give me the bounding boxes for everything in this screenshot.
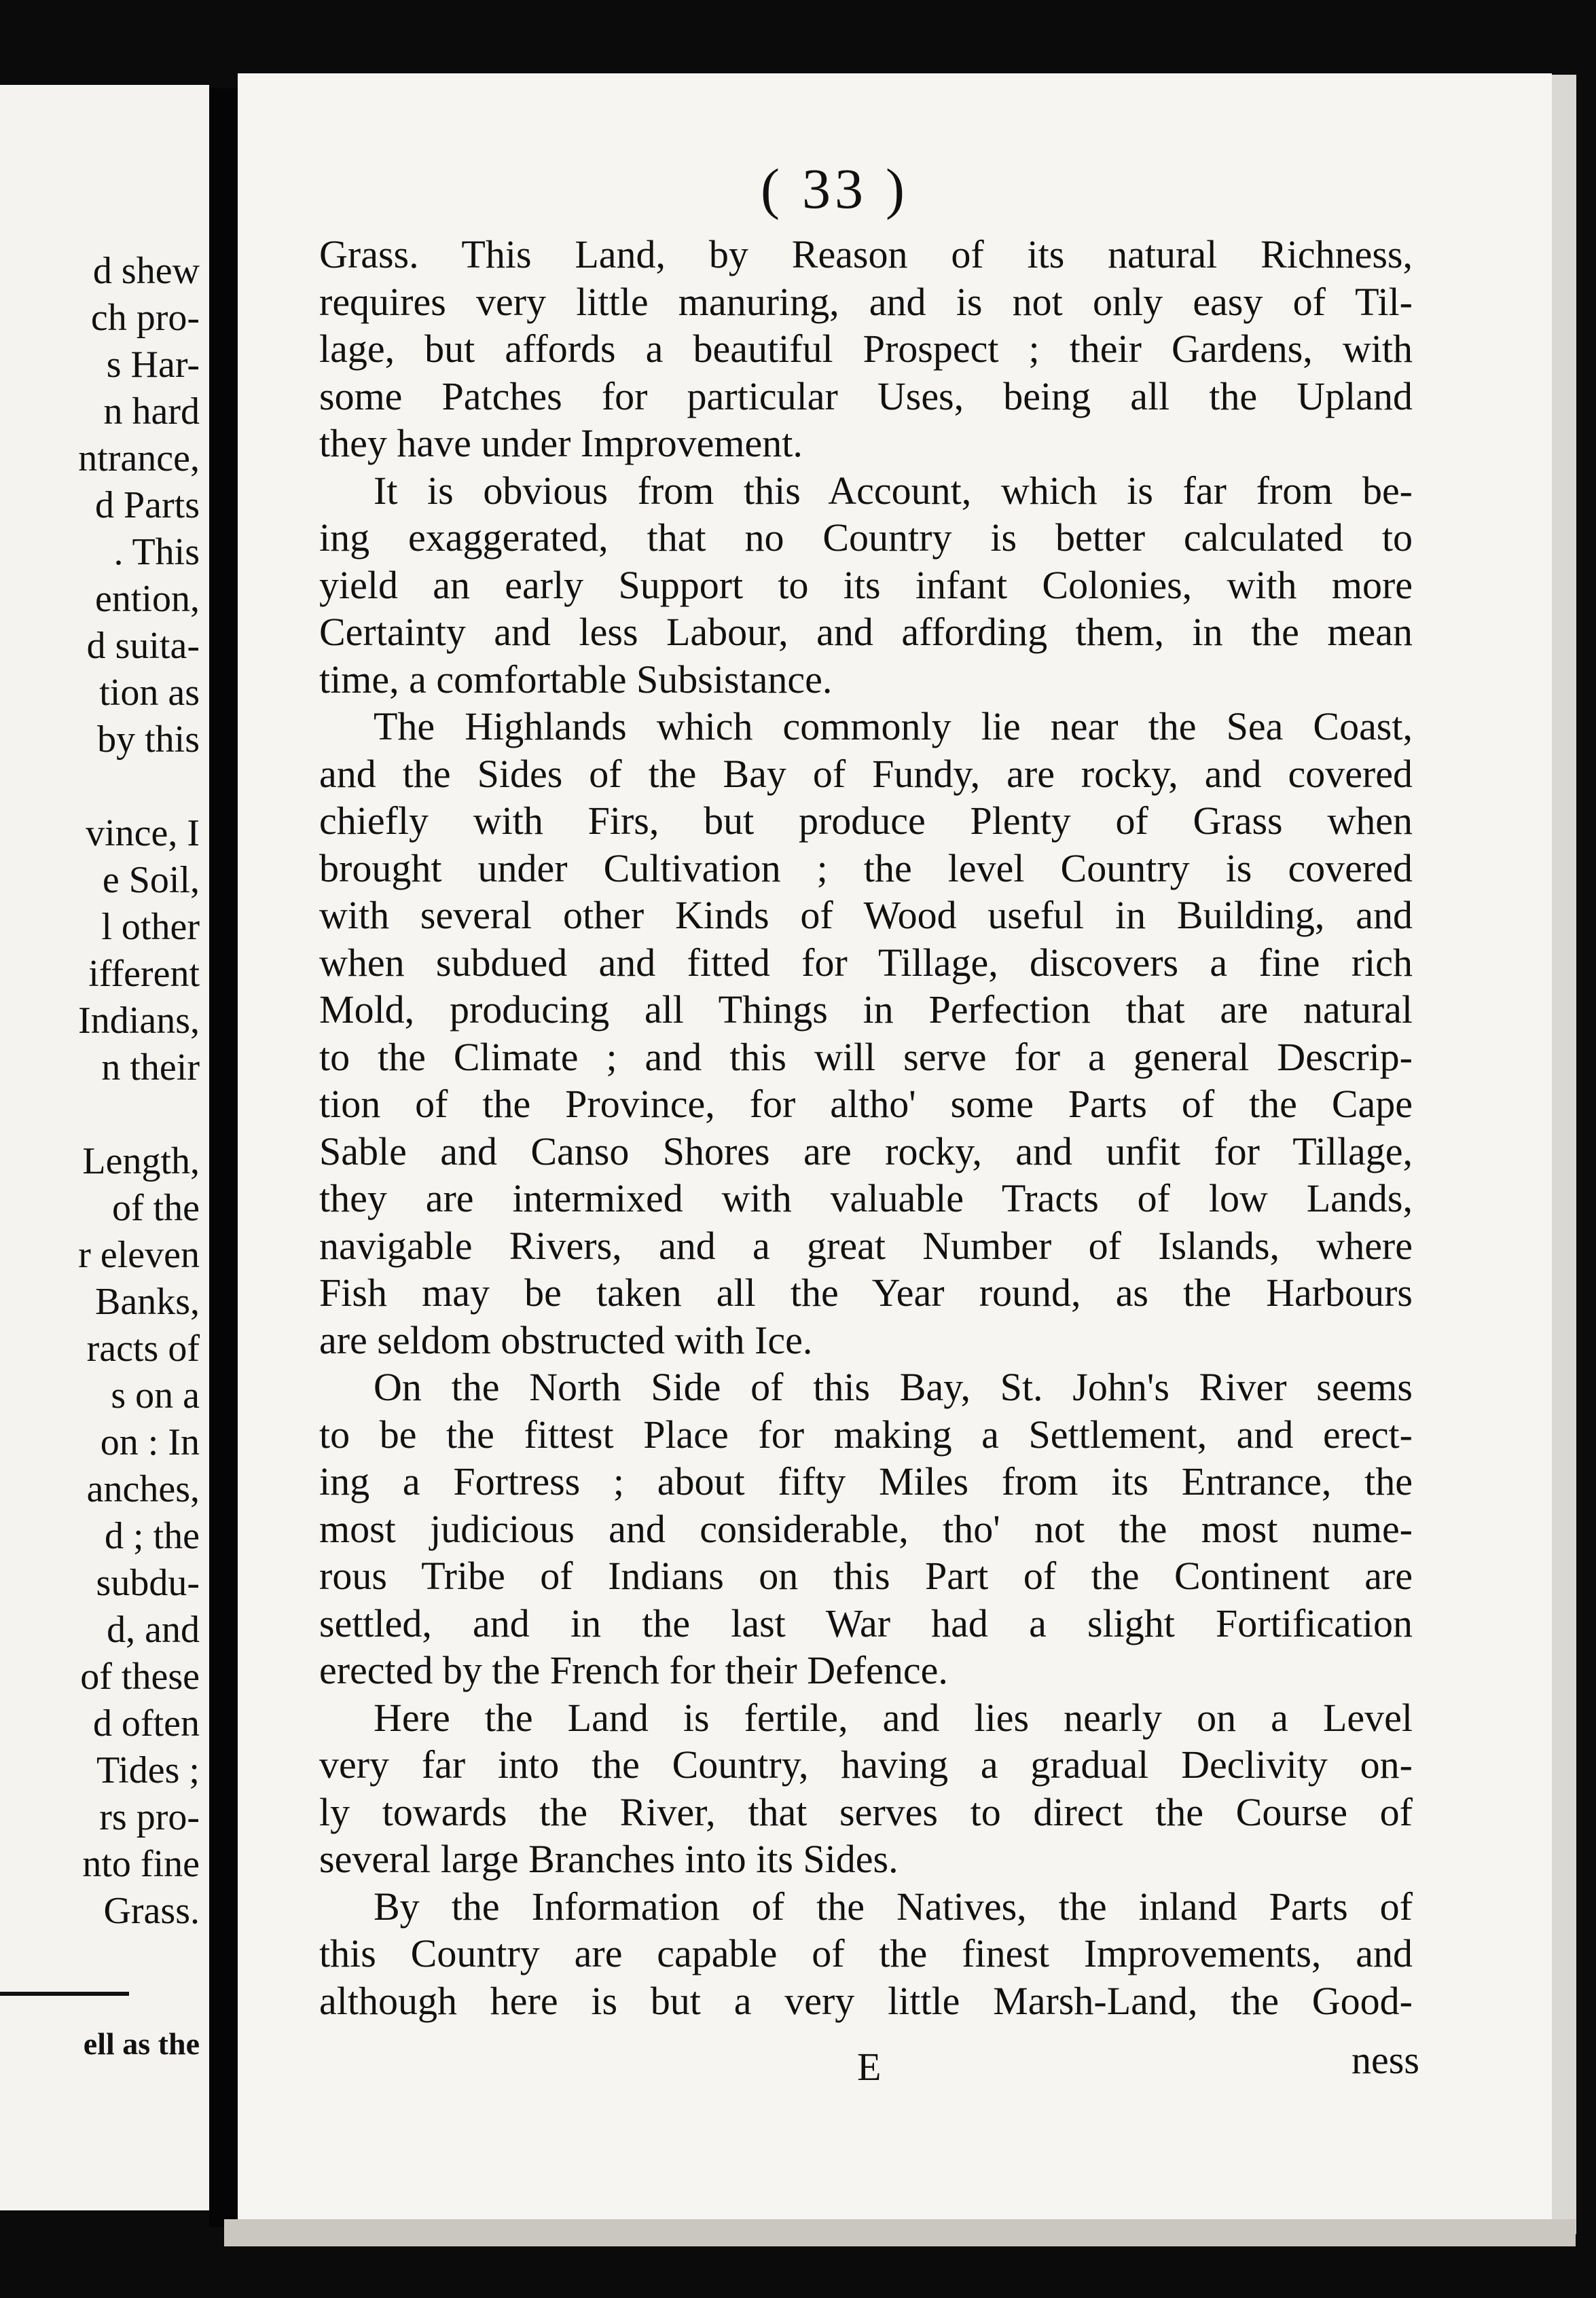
left-page-line: Banks, <box>95 1281 200 1323</box>
text-line: rous Tribe of Indians on this Part of the Continent are <box>319 1554 1413 1598</box>
text-line: very far into the Country, having a gradual Declivity on- <box>319 1743 1413 1787</box>
left-page-line: ntrance, <box>78 437 200 479</box>
text-line: to be the fittest Place for making a Settlement, and erect- <box>319 1412 1413 1457</box>
left-page-line: s Har- <box>106 344 200 386</box>
text-line: lage, but affords a beautiful Prospect ; their Gardens, with <box>319 327 1413 371</box>
text-line: this Country are capable of the finest Improvements, and <box>319 1931 1413 1975</box>
text-line: requires very little manuring, and is not only easy of Til- <box>319 280 1413 324</box>
catchword: ness <box>1352 2038 1419 2082</box>
text-line: although here is but a very little Marsh-Land, the Good- <box>319 1979 1413 2023</box>
left-page-line: racts of <box>86 1328 200 1370</box>
left-page-line: d ; the <box>105 1515 200 1557</box>
text-line: Fish may be taken all the Year round, as the Harbours <box>319 1271 1413 1315</box>
text-line: navigable Rivers, and a great Number of Islands, where <box>319 1224 1413 1268</box>
left-page-line: rs pro- <box>99 1796 200 1838</box>
left-page-line: l other <box>101 906 200 948</box>
left-page-line: Length, <box>82 1140 200 1182</box>
text-line: yield an early Support to its infant Colonies, with more <box>319 563 1413 607</box>
text-line: settled, and in the last War had a slight Fortification <box>319 1601 1413 1645</box>
left-page-line: n their <box>101 1046 200 1089</box>
page-number: ( 33 ) <box>761 158 909 221</box>
left-page-line: d Parts <box>95 484 200 526</box>
page-bottom-edge <box>224 2219 1576 2246</box>
text-line: and the Sides of the Bay of Fundy, are rocky, and covered <box>319 752 1413 796</box>
text-line: several large Branches into its Sides. <box>319 1837 899 1881</box>
text-line: ing a Fortress ; about fifty Miles from its Entrance, the <box>319 1459 1413 1503</box>
text-line: brought under Cultivation ; the level Country is covered <box>319 846 1413 890</box>
page-edge <box>1552 75 1576 2234</box>
left-page-line: ch pro- <box>90 297 200 339</box>
left-page-line: on : In <box>100 1421 200 1463</box>
text-line: By the Information of the Natives, the inland Parts of <box>374 1884 1413 1929</box>
left-page-line: Tides ; <box>96 1749 200 1791</box>
text-line: Here the Land is fertile, and lies nearly on a Level <box>374 1696 1413 1740</box>
text-line: Grass. This Land, by Reason of its natural Richness, <box>319 232 1413 276</box>
left-page-line: r eleven <box>78 1234 200 1276</box>
left-page-line: d, and <box>107 1609 200 1651</box>
text-line: Sable and Canso Shores are rocky, and unfit for Tillage, <box>319 1129 1413 1173</box>
left-page-line: nto fine <box>82 1843 200 1885</box>
left-page-line: anches, <box>86 1468 200 1510</box>
text-line: some Patches for particular Uses, being all the Upland <box>319 374 1413 418</box>
text-line: tion of the Province, for altho' some Parts of the Cape <box>319 1082 1413 1126</box>
left-page-line: Grass. <box>103 1890 200 1932</box>
text-line: ly towards the River, that serves to direct the Course of <box>319 1790 1413 1834</box>
left-page-line: d shew <box>92 250 200 292</box>
text-line: are seldom obstructed with Ice. <box>319 1318 813 1362</box>
text-line: Mold, producing all Things in Perfection that are natural <box>319 987 1413 1032</box>
text-line: time, a comfortable Subsistance. <box>319 657 833 701</box>
left-page <box>0 85 209 2210</box>
text-line: when subdued and fitted for Tillage, discovers a fine rich <box>319 941 1413 985</box>
left-page-line: by this <box>97 718 200 761</box>
left-page-line: tion as <box>99 672 200 714</box>
text-line: chiefly with Firs, but produce Plenty of Grass when <box>319 799 1413 843</box>
left-page-line: d suita- <box>86 625 200 667</box>
left-page-line: subdu- <box>96 1562 200 1604</box>
left-page-line: vince, I <box>86 812 200 854</box>
text-line: The Highlands which commonly lie near the Sea Coast, <box>374 704 1413 748</box>
left-page-line: . This <box>113 531 200 573</box>
text-line: with several other Kinds of Wood useful in Building, and <box>319 893 1413 937</box>
left-page-line: ention, <box>95 578 200 620</box>
text-line: they have under Improvement. <box>319 421 803 465</box>
left-page-line: e Soil, <box>102 859 200 901</box>
text-line: erected by the French for their Defence. <box>319 1648 948 1692</box>
left-page-line: of these <box>80 1656 200 1698</box>
text-line: On the North Side of this Bay, St. John's River seems <box>374 1365 1413 1409</box>
text-line: Certainty and less Labour, and affording them, in the mean <box>319 610 1413 654</box>
text-line: most judicious and considerable, tho' not the most nume- <box>319 1507 1413 1551</box>
footnote-rule <box>0 1992 129 1996</box>
signature-mark: E <box>857 2045 882 2089</box>
left-page-line: of the <box>111 1187 200 1229</box>
text-line: It is obvious from this Account, which is far from be- <box>374 469 1413 513</box>
text-line: they are intermixed with valuable Tracts of low Lands, <box>319 1176 1413 1220</box>
left-page-line: n hard <box>103 390 200 433</box>
left-page-line: Indians, <box>78 1000 200 1042</box>
book-gutter <box>209 88 242 2227</box>
text-line: to the Climate ; and this will serve for a general Descrip- <box>319 1035 1413 1079</box>
text-line: ing exaggerated, that no Country is better calculated to <box>319 515 1413 560</box>
left-page-line: ifferent <box>88 953 200 995</box>
footnote-fragment: ell as the <box>83 2026 200 2061</box>
left-page-line: s on a <box>111 1374 200 1417</box>
left-page-line: d often <box>92 1702 200 1745</box>
